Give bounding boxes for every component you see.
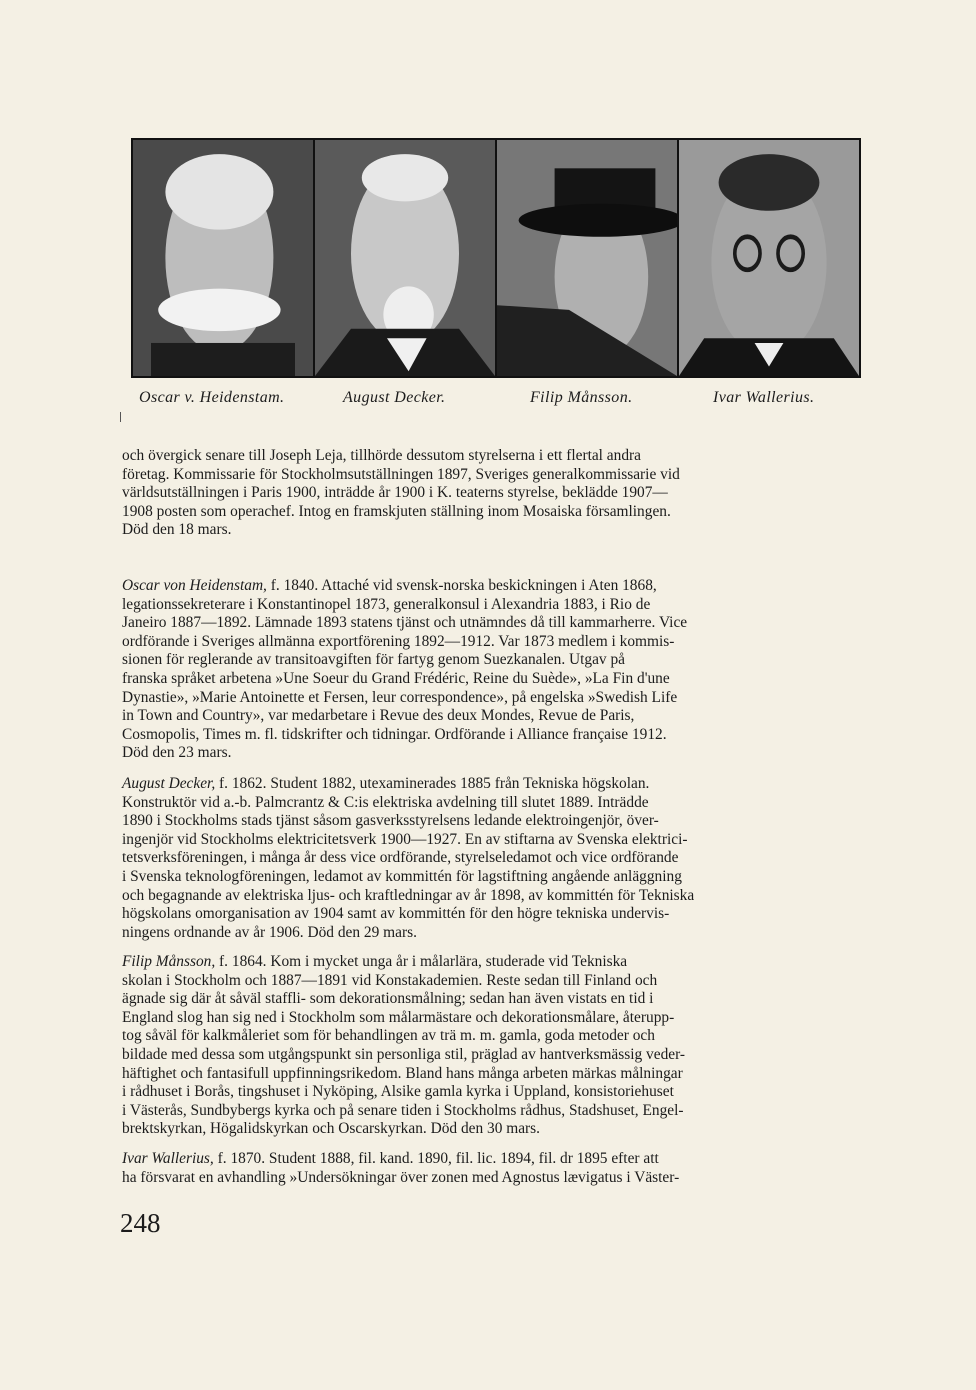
- text-line: högskolans omorganisation av 1904 samt av kommittén för den högre tekniska undervis-: [122, 905, 670, 923]
- portrait-mansson: [497, 140, 677, 376]
- paragraph-intro: [122, 447, 868, 540]
- text-line: ägnade sig där åt såväl staffli- som dekorationsmålning; sedan han även vistats en tid i: [122, 990, 654, 1008]
- paragraph-decker: [122, 775, 868, 942]
- text-line: världsutställningen i Paris 1900, inträdde år 1900 i K. teaterns styrelse, beklädde 1907—: [122, 484, 668, 502]
- text-line: sionen för reglerande av transitoavgiften för fartyg genom Suezkanalen. Utgav på: [122, 651, 625, 669]
- paragraph-mansson: [122, 953, 868, 1139]
- paragraph-heidenstam: [122, 577, 868, 763]
- text-line: Ivar Wallerius, f. 1870. Student 1888, fil. kand. 1890, fil. lic. 1894, fil. dr 1895 efter att: [122, 1150, 659, 1167]
- portrait-heidenstam: [133, 140, 313, 376]
- text-line: 1908 posten som operachef. Intog en framskjuten ställning inom Mosaiska församlingen.: [122, 502, 671, 520]
- person-name: August Decker,: [122, 775, 216, 792]
- person-name: Filip Månsson,: [122, 953, 216, 970]
- text-line: och övergick senare till Joseph Leja, tillhörde dessutom styrelserna i ett flertal andra: [122, 447, 641, 464]
- text-line: Oscar von Heidenstam, f. 1840. Attaché vid svensk-norska beskickningen i Aten 1868,: [122, 577, 657, 594]
- text-line: företag. Kommissarie för Stockholmsutställningen 1897, Sveriges generalkommissarie vid: [122, 465, 680, 483]
- text-line: skolan i Stockholm och 1887—1891 vid Konstakademien. Reste sedan till Finland och: [122, 971, 658, 989]
- text-line: in Town and Country», var medarbetare i Revue des deux Mondes, Revue de Paris,: [122, 707, 635, 725]
- text-line: i Västerås, Sundbybergs kyrka och på senare tiden i Stockholms rådhus, Stadshuset, Engel-: [122, 1101, 684, 1119]
- caption-mansson: Filip Månsson.: [530, 389, 633, 406]
- text-line: Konstruktör vid a.-b. Palmcrantz & C:is elektriska avdelning till slutet 1889. Inträdde: [122, 793, 649, 811]
- text-line: brektskyrkan, Högalidskyrkan och Oscarskyrkan. Död den 30 mars.: [122, 1120, 541, 1138]
- text-line: franska språket arbetena »Une Soeur du Grand Frédéric, Reine du Suède», »La Fin d'une: [122, 669, 670, 687]
- text-line: 1890 i Stockholms stads tjänst såsom gasverksstyrelsens ledande elektroingenjör, över-: [122, 812, 659, 830]
- portrait-strip: [131, 138, 861, 378]
- page-number: 248: [120, 1208, 161, 1238]
- text-line: tetsverksföreningen, i många år dess vice ordförande, styrelseledamot och vice ordförande: [122, 849, 679, 867]
- portrait-decker: [315, 140, 495, 376]
- text-line: Janeiro 1887—1892. Lämnade 1893 statens tjänst och utnämndes då till kammarherre. Vice: [122, 614, 688, 632]
- caption-heidenstam: Oscar v. Heidenstam.: [139, 389, 285, 406]
- text-line: i rådhuset i Borås, tingshuset i Nyköping, Alsike gamla kyrka i Uppland, konsistoriehuset: [122, 1083, 674, 1101]
- text-line: tog såväl för kalkmåleriet som för behandlingen av trä m. m. gamla, goda metoder och: [122, 1027, 655, 1045]
- person-name: Ivar Wallerius,: [122, 1150, 214, 1167]
- person-name: Oscar von Heidenstam,: [122, 577, 267, 594]
- text-line: ningens ordnande av år 1906. Död den 29 mars.: [122, 923, 417, 941]
- text-line: Död den 23 mars.: [122, 744, 232, 762]
- caption-wallerius: Ivar Wallerius.: [713, 389, 815, 406]
- caption-decker: August Decker.: [343, 389, 446, 406]
- text-line: Dynastie», »Marie Antoinette et Fersen, leur correspondence», på engelska »Swedish Life: [122, 688, 678, 706]
- text-line: och begagnande av elektriska ljus- och kraftledningar av år 1898, av kommittén för Tekniska: [122, 886, 695, 904]
- text-line: Cosmopolis, Times m. fl. tidskrifter och tidningar. Ordförande i Alliance française 1912.: [122, 725, 667, 743]
- text-line: Död den 18 mars.: [122, 521, 232, 539]
- paragraph-wallerius: [122, 1150, 868, 1187]
- margin-mark: [120, 412, 121, 422]
- text-line: Filip Månsson, f. 1864. Kom i mycket unga år i målarlära, studerade vid Tekniska: [122, 953, 628, 970]
- text-line: häftighet och fantasifull uppfinningsrikedom. Bland hans många arbeten märkas målningar: [122, 1064, 683, 1082]
- text-line: bildade med dessa som utgångspunkt sin personliga stil, präglad av hantverksmässig veder-: [122, 1045, 686, 1063]
- text-line: i Svenska teknologföreningen, ledamot av kommittén för lagstiftning angående anläggning: [122, 867, 682, 885]
- text-line: ordförande i Sveriges allmänna exportförening 1892—1912. Var 1873 medlem i kommis-: [122, 632, 675, 650]
- text-line: legationssekreterare i Konstantinopel 1873, generalkonsul i Alexandria 1883, i Rio de: [122, 595, 651, 613]
- text-line: August Decker, f. 1862. Student 1882, utexaminerades 1885 från Tekniska högskolan.: [122, 775, 650, 792]
- portrait-wallerius: [679, 140, 859, 376]
- text-line: ingenjör vid Stockholms elektricitetsverk 1900—1927. En av stiftarna av Svenska elektrici-: [122, 830, 688, 848]
- text-line: ha försvarat en avhandling »Undersökningar över zonen med Agnostus lævigatus i Väster-: [122, 1168, 680, 1186]
- text-line: England slog han sig ned i Stockholm som målarmästare och dekorationsmålare, återupp-: [122, 1008, 675, 1026]
